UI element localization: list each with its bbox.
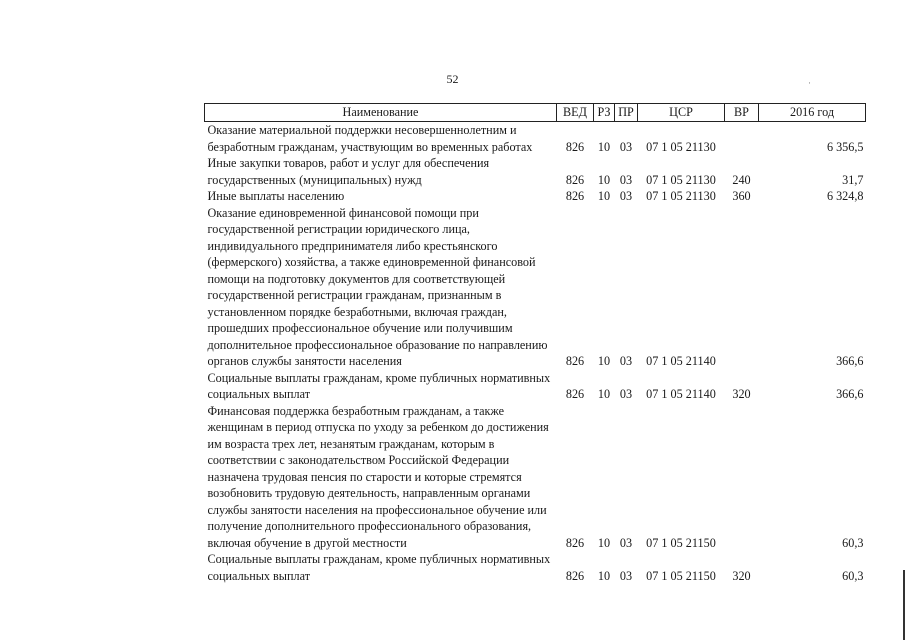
cell-amount: 60,3 bbox=[842, 535, 864, 550]
cell-name: Оказание единовременной финансовой помощи при государственной регистрации юридического лица, индивидуального предпринимателя либо крестьянского (фермерского) хозяйства, а также единовременной финансовой помощи на подготовку документов для соответствующей государственной регистрации гражданам, признанным в установленном порядке безработными, включая граждан, прошедших профессиональное обучение или получившим дополнительное профессиональное образование по направлению органов службы занятости населения bbox=[207, 205, 548, 368]
table-row bbox=[205, 370, 866, 403]
cell-name: Иные закупки товаров, работ и услуг для обеспечения государственных (муниципальных) нужд bbox=[207, 156, 490, 187]
header-rz: РЗ bbox=[594, 104, 615, 122]
cell-rz: 10 bbox=[597, 387, 611, 401]
cell-rz: 10 bbox=[597, 172, 611, 187]
table-row bbox=[205, 551, 866, 584]
header-name: Наименование bbox=[205, 104, 557, 122]
cell-amount: 6 356,5 bbox=[826, 139, 864, 154]
header-csr: ЦСР bbox=[638, 104, 725, 122]
cell-amount: 366,6 bbox=[836, 387, 864, 401]
cell-rz: 10 bbox=[597, 535, 611, 550]
table-header-row bbox=[205, 104, 866, 122]
cell-name: Оказание материальной поддержки несовершеннолетним и безработным гражданам, участвующим во временных работах bbox=[207, 123, 533, 154]
cell-csr: 07 1 05 21150 bbox=[646, 535, 716, 550]
cell-ved: 826 bbox=[565, 139, 585, 154]
cell-rz: 10 bbox=[597, 139, 611, 154]
cell-pr: 03 bbox=[619, 535, 633, 550]
table-body bbox=[205, 122, 866, 585]
cell-ved: 826 bbox=[565, 387, 585, 401]
header-vr: ВР bbox=[725, 104, 759, 122]
cell-vr: 360 bbox=[732, 189, 751, 203]
cell-name: Иные выплаты населению bbox=[207, 189, 345, 203]
cell-amount: 366,6 bbox=[836, 354, 864, 368]
cell-ved: 826 bbox=[565, 172, 585, 187]
cell-vr: 320 bbox=[732, 568, 751, 583]
cell-vr: 320 bbox=[732, 387, 751, 401]
corner-mark: · bbox=[808, 78, 811, 88]
cell-pr: 03 bbox=[619, 189, 633, 203]
cell-pr: 03 bbox=[619, 568, 633, 583]
cell-rz: 10 bbox=[597, 568, 611, 583]
cell-amount: 31,7 bbox=[842, 172, 864, 187]
cell-name: Финансовая поддержка безработным гражданам, а также женщинам в период отпуска по уходу за ребенком до достижения им возраста трех лет, незанятым гражданам, которым в соответствии с законодательством Российской Федерации назначена трудовая пенсия по старости и которые стремятся возобновить трудовую деятельность, направленным органами службы занятости населения на профессиональное обучение или получение дополнительного профессионального образования, включая обучение в другой местности bbox=[207, 403, 549, 550]
header-pr: ПР bbox=[615, 104, 638, 122]
cell-amount: 6 324,8 bbox=[826, 189, 864, 203]
cell-vr bbox=[725, 403, 759, 552]
cell-csr: 07 1 05 21130 bbox=[646, 189, 716, 203]
table-row bbox=[205, 122, 866, 156]
cell-pr: 03 bbox=[619, 172, 633, 187]
cell-name: Социальные выплаты гражданам, кроме публичных нормативных социальных выплат bbox=[207, 370, 551, 401]
cell-vr bbox=[725, 122, 759, 156]
cell-pr: 03 bbox=[619, 139, 633, 154]
cell-csr: 07 1 05 21130 bbox=[646, 139, 716, 154]
cell-pr: 03 bbox=[619, 387, 633, 401]
cell-amount: 60,3 bbox=[842, 568, 864, 583]
cell-rz: 10 bbox=[597, 354, 611, 368]
cell-csr: 07 1 05 21150 bbox=[646, 568, 716, 583]
cell-name: Социальные выплаты гражданам, кроме публичных нормативных социальных выплат bbox=[207, 552, 551, 583]
cell-ved: 826 bbox=[565, 535, 585, 550]
cell-ved: 826 bbox=[565, 568, 585, 583]
cell-vr bbox=[725, 205, 759, 370]
cell-pr: 03 bbox=[619, 354, 633, 368]
budget-table bbox=[204, 103, 866, 584]
cell-csr: 07 1 05 21140 bbox=[646, 354, 716, 368]
table-row bbox=[205, 205, 866, 370]
table-row bbox=[205, 188, 866, 205]
cell-ved: 826 bbox=[565, 189, 585, 203]
cell-csr: 07 1 05 21130 bbox=[646, 172, 716, 187]
header-amount: 2016 год bbox=[759, 104, 866, 122]
cell-vr: 240 bbox=[732, 172, 751, 187]
table-row bbox=[205, 155, 866, 188]
page-number: 52 bbox=[446, 72, 459, 86]
table-row bbox=[205, 403, 866, 552]
header-ved: ВЕД bbox=[557, 104, 594, 122]
cell-rz: 10 bbox=[597, 189, 611, 203]
cell-ved: 826 bbox=[565, 354, 585, 368]
cell-csr: 07 1 05 21140 bbox=[646, 387, 716, 401]
